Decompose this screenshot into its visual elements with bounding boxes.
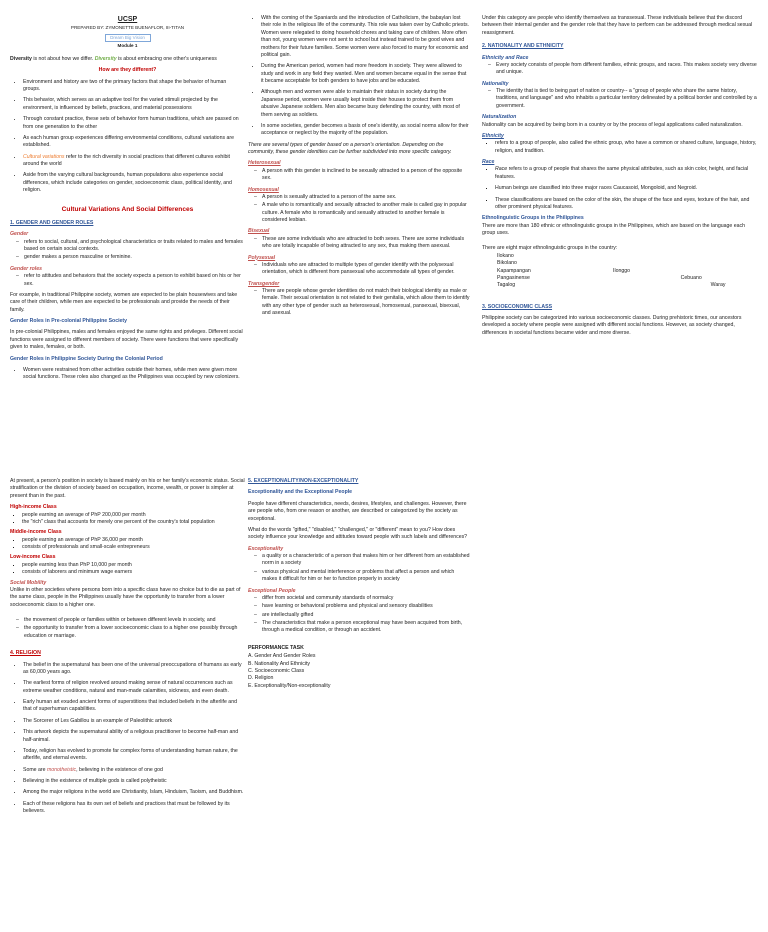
list-item: • Environment and history are two of the primary factors that shape the behavior of human groups. [23,79,245,94]
list-item: • During the American period, women had more freedom in society. They were allowed to study and work in any field they wanted. Men and women became equal in the sense that it became acceptable for both genders to have jobs and be educated. [261,63,470,85]
school-title: UCSP [117,16,138,23]
race-term: Race [495,166,508,173]
diversity-term-2: Diversity [94,55,117,62]
group-name: Cebuano [680,274,702,281]
list-item [495,166,758,181]
section-3-title: 3. SOCIOECONOMIC CLASS [482,303,553,310]
exceptionality-intro: People have different characteristics, needs, desires, lifestyles, and challenges. However, there are people who, from one reason or another, are described or categorized by the society as exceptional. [248,500,467,522]
list-item: – various physical and mental interference or problems that affect a person and which makes it difficult for him or her to function properly in society [262,569,470,584]
section-4-title: 4. RELIGION [10,650,41,657]
section-5-title: 5. EXCEPTIONALITY/NON-EXCEPTIONALITY [248,478,359,484]
list-item: • Although men and women were able to maintain their status in society during the Japanese period, women were usually kept inside their houses to protect them from abusive Japanese soldiers. Men also became busy defending the country, with most of them serving as soldiers. [261,89,470,119]
transsexual-paragraph: Under this category are people who identify themselves as transsexual. These individuals believe that the discord between their internal gender and the gender role that they have to perform can be addressed through medical sexual reassignment. [482,15,753,36]
gender-label: Gender [10,231,29,238]
list-item: E. Exceptionality/Non-exceptionality [248,682,331,689]
exceptional-people-label: Exceptional People [248,587,296,594]
difference-list [10,79,245,195]
low-income-label: Low-income Class [10,554,56,561]
list-item: – Individuals who are attracted to multiple types of gender identify with the polysexual orientation, which is different from pansexual who accommodate all types of gender. [262,262,470,277]
group-name: Bikolano [497,260,517,267]
cultural-variations-term: Cultural variations [23,153,65,160]
high-income-list [10,512,245,527]
exceptionality-subtitle: Exceptionality and the Exceptional People [248,489,353,496]
list-item: • This artwork depicts the supernatural ability of a religious practitioner to become half-man and half-animal. [23,729,245,744]
exceptionality-list [248,553,470,584]
middle-income-label: Middle-income Class [10,529,62,536]
colonial-title: Gender Roles in Philippine Society During the Colonial Period [10,355,163,362]
list-item: • Through constant practice, these sets of behavior form human traditions, which are passed on from one generation to the other [23,116,245,131]
cultural-variations-text: refer to the rich diversity in social practices that different cultures exhibit around the world [23,153,230,168]
list-item: – have learning or behavioral problems and physical and sensory disabilities [262,603,470,610]
present-paragraph: At present, a person's position in society is based mainly on his or her family's economic status. Social stratification or the division of society based on occupation, income, wealth, or power is simpler at present than in the past. [10,478,245,499]
groups-column-2 [613,253,681,290]
group-name: Pangasinense [497,274,530,281]
list-item: • Among the major religions in the world are Christianity, Islam, Hinduism, Taoism, and Buddhism. [23,789,245,796]
polysexual-label: Polysexual [248,254,276,261]
list-item: • This behavior, which serves as an adaptive tool for the varied stimuli projected by the environment, is influenced by beliefs, practices, and material possessions [23,97,245,112]
groups-column-1 [482,253,613,290]
bisexual-label: Bisexual [248,228,270,235]
ethnolinguistic-groups [482,253,758,290]
how-different-heading: How are they different? [98,67,157,74]
transgender-list [248,288,470,318]
list-item: B. Nationality And Ethnicity [248,660,310,667]
exceptionality-label: Exceptionality [248,545,284,552]
monotheistic-suffix: , believing in the existence of one god [76,766,163,773]
diversity-term: Diversity [10,55,32,62]
list-item: – A person with this gender is inclined to be sexually attracted to a person of the opposite sex. [262,168,470,183]
transgender-label: Transgender [248,280,280,287]
gender-roles-list [10,273,245,288]
heterosexual-list [248,168,470,183]
list-item: – a quality or a characteristic of a person that makes him or her different from an established norm in a society [262,553,470,568]
high-income-label: High-income Class [10,504,57,511]
section-1-title: 1. GENDER AND GENDER ROLES [10,219,94,226]
race-text: refers to a group of people that shares the same physical attributes, such as skin color, height, and facial features. [495,166,749,180]
monotheistic-term: monotheistic [46,766,77,773]
list-item: • Today, religion has evolved to promote far complex forms of understanding human nature, the afterlife, and eternal events. [23,748,245,763]
list-item: – The identity that is tied to being part of nation or country-- a "group of people who share the same history, traditions, and language" and who inhabits a particular territory delineated by a political border and controlled by a government. [496,88,758,110]
diversity-paragraph [10,56,245,63]
list-item: C. Socioeconomic Class [248,667,305,674]
groups-column-3 [681,253,758,290]
column-2-bottom [248,478,470,690]
list-item: – There are people whose gender identities do not match their biological identity as male or female. Their sexual orientation is not related to their genitalia, which allow them to identify with any other type of gender such as heterosexual, homosexual, pansexual, bisexual, and asexual. [262,288,470,318]
exceptionality-question: What do the words "gifted," "disabled," "challenged," or "different" mean to you? How does society influence your knowledge and attitudes toward people with such labels and differences? [248,526,468,541]
polysexual-list [248,262,470,277]
list-item: • As each human group experiences differing environmental conditions, cultural variations are established. [23,135,245,150]
middle-income-list [10,537,245,552]
list-item: – refers to social, cultural, and psychological characteristics or traits related to males and females based on certain social contexts. [24,239,245,254]
ethnicity-race-list [482,62,758,77]
list-item: – are intellectually gifted [262,612,470,619]
list-item: • With the coming of the Spaniards and the introduction of Catholicism, the babaylan lost their role in the religious life of the community. This role was taken over by Catholic priests. Women were relegated to doing household chores and taking care of children. More often than not, young women were not sent to school but instead trained to be good wives and mothers for their future families. Some women were also forced to marry for economic and political gain. [261,15,470,59]
list-item: • The Sorcerer of Les Gabillou is an example of Paleolithic artwork [23,718,245,725]
list-item: – These are some individuals who are attracted to both sexes. There are some individuals who are totally incapable of being attracted to any sex, thus making them asexual. [262,236,470,251]
homosexual-label: Homosexual [248,186,279,193]
group-name: Tagalog [497,282,516,289]
religion-list [10,662,245,816]
precolonial-title: Gender Roles in Pre-colonial Philippine Society [10,318,128,325]
ethnicity-race-label: Ethnicity and Race [482,54,529,61]
list-item: ▪ people earning less than PhP 10,000 per month [22,562,245,569]
list-item: – the opportunity to transfer from a lower socioeconomic class to a higher one possibly through education or marriage. [24,625,245,640]
ethnicity-label: Ethnicity [482,132,504,139]
list-item: D. Religion [248,675,274,682]
list-item: • In some societies, gender becomes a basis of one's identity, as social norms allow for their acceptance or neglect by the majority of the population. [261,123,470,138]
list-item [23,154,245,169]
list-item: – Every society consists of people from different families, ethnic groups, and races. This makes society very diverse and unique. [496,62,758,77]
list-item: – the movement of people or families within or between different levels in society, and [24,617,245,624]
homosexual-list [248,194,470,225]
column-1-top [10,15,245,386]
race-list [482,166,758,211]
list-item: – A male who is romantically and sexually attracted to another male is called gay in popular culture. A female who is romantically and sexually attracted to another female is considered lesbian. [262,202,470,224]
ethnicity-list [482,140,758,155]
group-name: Ilonggo [613,267,631,274]
list-item: ▪ Human beings are classified into three major races Caucasoid, Mongoloid, and Negroid. [495,185,758,192]
monotheistic-prefix: Some are [23,766,47,773]
list-item: ▪ people earning an average of PhP 36,000 per month [22,537,245,544]
prepared-by: PREPARED BY: ZYMONETTE BUENAFLOR, III-TITAN [70,24,185,30]
ethnolinguistic-paragraph: There are more than 180 ethnic or ethnolinguistic groups in the Philippines, which are based on the language each group uses. [482,222,746,236]
race-label: Race [482,159,495,165]
list-item: ▪ the "rich" class that accounts for merely one percent of the country's total population [22,519,245,526]
column-3-top [482,15,758,341]
social-mobility-label: Social Mobility [10,579,47,586]
section-2-title: 2. NATIONALITY AND ETHNICITY [482,43,564,50]
column-1-bottom [10,478,245,820]
socioeconomic-paragraph: Philippine society can be categorized into various socioeconomic classes. During prehistoric times, our ancestors developed a society where people were assigned with different social functions. However, as society changed, differences in societal functions became wider and more diverse. [482,315,742,336]
colonial-periods-list [248,15,470,138]
eight-groups-intro: There are eight major ethnolinguistic groups in the country: [482,245,618,252]
list-item: • Each of these religions has its own set of beliefs and practices that must be followed by its believers. [23,801,245,816]
list-item: – differ from societal and community standards of normalcy [262,595,470,602]
orientation-intro: There are several types of gender based on a person's orientation. Depending on the community, these gender identities can be further subdivided into more specific category. [248,141,452,155]
list-item: ▪ consists of laborers and minimum wage earners [22,569,245,576]
list-item: ▪ These classifications are based on the color of the skin, the shape of the face and eyes, texture of the hair, and other prominent physical features. [495,197,758,212]
list-item: • Believing in the existence of multiple gods is called polytheistic [23,778,245,785]
list-item: • The belief in the supernatural has been one of the universal preoccupations of humans as early as 60,000 years ago. [23,662,245,677]
bisexual-list [248,236,470,251]
colonial-list [10,367,245,382]
diversity-text-1: is not about how we differ. [31,55,95,62]
list-item: ▪ refers to a group of people, also called the ethnic group, who have a common or shared culture, language, history, religion, and tradition. [495,140,758,155]
diversity-text-2: is about embracing one other's uniqueness [116,55,217,62]
group-name: Kapampangan [497,267,531,274]
heterosexual-label: Heterosexual [248,160,281,167]
gender-roles-label: Gender roles [10,265,43,272]
list-item: – gender makes a person masculine or feminine. [24,254,245,261]
list-item: ▪ people earning an average of PhP 200,000 per month [22,512,245,519]
social-mobility-list [10,617,245,640]
list-item: ▪ consists of professionals and small-scale entrepreneurs [22,544,245,551]
list-item: • The earliest forms of religion revolved around making sense of natural occurrences such as extreme weather conditions, natural and man-made calamities, sickness, and even death. [23,680,245,695]
module-label: Module 1 [117,43,138,49]
naturalization-paragraph: Nationality can be acquired by being born in a country or by the process of legal applications called naturalization. [482,121,743,128]
group-name: Ilokano [497,252,514,259]
exceptional-people-list [248,595,470,635]
list-item: • Aside from the varying cultural backgrounds, human populations also experience social differences, which include categories on gender, socioeconomic class, political identity, and religion. [23,172,245,194]
list-item: – refer to attitudes and behaviors that the society expects a person to exhibit based on his or her sex. [24,273,245,288]
example-paragraph: For example, in traditional Philippine society, women are expected to be plain housewives and take care of their children, while men are expected to be professionals and provide the needs of their family. [10,291,238,313]
performance-task-title: PERFORMANCE TASK [248,644,304,651]
section-title: Cultural Variations And Social Differences [61,205,194,213]
list-item: • Early human art exuded ancient forms of superstitions that included beliefs in the afterlife and that of superhuman capabilities. [23,699,245,714]
nationality-list [482,88,758,110]
nationality-label: Nationality [482,80,509,87]
group-name: Waray [710,282,726,289]
list-item: • Women were restrained from other activities outside their homes, while men were given more social functions. These roles also changed as the Philippines was occupied by new colonizers. [23,367,245,382]
ethnolinguistic-title: Ethnolinguistic Groups in the Philippines [482,215,584,222]
column-2-top [248,15,470,322]
precolonial-paragraph: In pre-colonial Philippines, males and females enjoyed the same rights and privileges. Different social functions were assigned to different members of society. There were functions that were specifically given to males, females, or both. [10,329,243,351]
list-item: – The characteristics that make a person exceptional may have been acquired from birth, through a medical condition, or through an accident. [262,620,470,635]
performance-task-list [248,653,470,690]
logo-banner: Dream Big Vision [105,34,151,42]
list-item [23,767,245,774]
list-item: – A person is sexually attracted to a person of the same sex. [262,194,470,201]
low-income-list [10,562,245,577]
gender-list [10,239,245,262]
naturalization-label: Naturalization [482,114,517,121]
list-item: A. Gender And Gender Roles [248,653,316,660]
social-mobility-paragraph: Unlike in other societies where persons born into a specific class have no choice but to die as part of the same class, people in the Philippines usually have the opportunity to transfer from a lower socioeconomic class to a higher one. [10,586,241,608]
